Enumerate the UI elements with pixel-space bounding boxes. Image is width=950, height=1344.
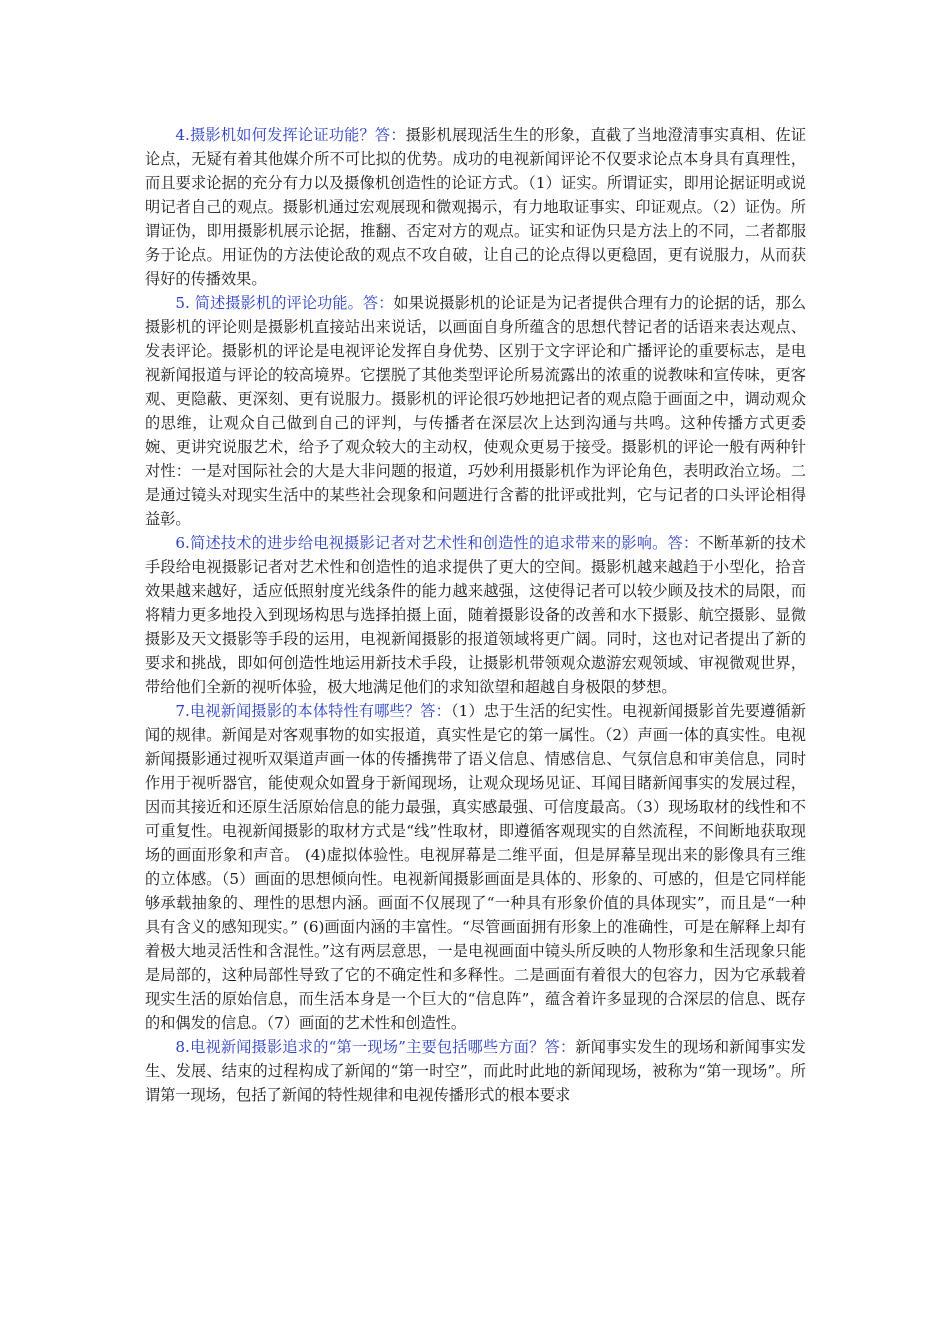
answer-text: 摄影机展现活生生的形象，直截了当地澄清事实真相、佐证论点，无疑有着其他媒介所不可比拟的优势。成功的电视新闻评论不仅要求论点本身具有真理性，而且要求论据的充分有力以及摄像机创造性的论证方式。（1）证实。所谓证实，即用论据证明或说明记者自己的观点。摄影机通过宏观展现和微观揭示，有力地取证事实、印证观点。（2）证伪。所谓证伪，即用摄影机展示论据，推翻、否定对方的观点。证实和证伪只是方法上的不同，二者都服务于论点。用证伪的方法使论敌的观点不攻自破，让自己的论点得以更稳固，更有说服力，从而获得好的传播效果。: [145, 126, 807, 288]
question-heading: 4.摄影机如何发挥论证功能？答：: [175, 126, 406, 144]
paragraph-q6: [145, 531, 806, 699]
question-heading: 6.简述技术的进步给电视摄影记者对艺术性和创造性的追求带来的影响。答：: [175, 534, 699, 552]
answer-text: 如果说摄影机的论证是为记者提供合理有力的论据的话，那么摄影机的评论则是摄影机直接站出来说话，以画面自身所蕴含的思想代替记者的话语来表达观点、发表评论。摄影机的评论是电视评论发挥自身优势、区别于文字评论和广播评论的重要标志，是电视新闻报道与评论的较高境界。它摆脱了其他类型评论所易流露出的浓重的说教味和宣传味，更客观、更隐蔽、更深刻、更有说服力。摄影机的评论很巧妙地把记者的观点隐于画面之中，调动观众的思维，让观众自己做到自己的评判，与传播者在深层次上达到沟通与共鸣。这种传播方式更委婉、更讲究说服艺术，给予了观众较大的主动权，使观众更易于接受。摄影机的评论一般有两种针对性：一是对国际社会的大是大非问题的报道，巧妙利用摄影机作为评论角色，表明政治立场。二是通过镜头对现实生活中的某些社会现象和问题进行含蓄的批评或批判，它与记者的口头评论相得益彰。: [145, 294, 807, 528]
question-heading: 7.电视新闻摄影的本体特性有哪些？答：: [175, 702, 451, 720]
document-page: [145, 123, 806, 1107]
paragraph-q5: [145, 291, 806, 531]
question-heading: 8.电视新闻摄影追求的“第一现场”主要包括哪些方面？答：: [175, 1038, 576, 1056]
answer-text: 新闻事实发生的现场和新闻事实发生、发展、结束的过程构成了新闻的“第一时空”，而此时此地的新闻现场，被称为“第一现场”。所谓第一现场，包括了新闻的特性规律和电视传播形式的根本要求: [145, 1038, 806, 1104]
question-heading: 5. 简述摄影机的评论功能。答：: [175, 294, 394, 312]
answer-text: 不断革新的技术手段给电视摄影记者对艺术性和创造性的追求提供了更大的空间。摄影机越来越趋于小型化，拾音效果越来越好，适应低照射度光线条件的能力越来越强，这使得记者可以较少顾及技术的局限，而将精力更多地投入到现场构思与选择拍摄上面，随着摄影设备的改善和水下摄影、航空摄影、显微摄影及天文摄影等手段的运用，电视新闻摄影的报道领域将更广阔。同时，这也对记者提出了新的要求和挑战，即如何创造性地运用新技术手段，让摄影机带领观众遨游宏观领域、审视微观世界，带给他们全新的视听体验，极大地满足他们的求知欲望和超越自身极限的梦想。: [145, 534, 806, 696]
paragraph-q4: [145, 123, 806, 291]
paragraph-q7: [145, 699, 806, 1035]
paragraph-q8: [145, 1035, 806, 1107]
answer-text: （1）忠于生活的纪实性。电视新闻摄影首先要遵循新闻的规律。新闻是对客观事物的如实报道，真实性是它的第一属性。（2）声画一体的真实性。电视新闻摄影通过视听双渠道声画一体的传播携带了语义信息、情感信息、气氛信息和审美信息，同时作用于视听器官，能使观众如置身于新闻现场，让观众现场见证、耳闻目睹新闻事实的发展过程，因而其接近和还原生活原始信息的能力最强，真实感最强、可信度最高。（3）现场取材的线性和不可重复性。电视新闻摄影的取材方式是“线”性取材，即遵循客观现实的自然流程，不间断地获取现场的画面形象和声音。 (4)虚拟体验性。电视屏幕是二维平面，但是屏幕呈现出来的影像具有三维的立体感。（5）画面的思想倾向性。电视新闻摄影画面是具体的、形象的、可感的，但是它同样能够承载抽象的、理性的思想内涵。画面不仅展现了“一种具有形象价值的具体现实”，而且是“一种具有含义的感知现实。” (6)画面内涵的丰富性。“尽管画面拥有形象上的准确性，可是在解释上却有着极大地灵活性和含混性。”这有两层意思，一是电视画面中镜头所反映的人物形象和生活现象只能是局部的，这种局部性导致了它的不确定性和多释性。二是画面有着很大的包容力，因为它承载着现实生活的原始信息，而生活本身是一个巨大的“信息阵”，蕴含着许多显现的合深层的信息、既存的和偶发的信息。（7）画面的艺术性和创造性。: [145, 702, 806, 1032]
